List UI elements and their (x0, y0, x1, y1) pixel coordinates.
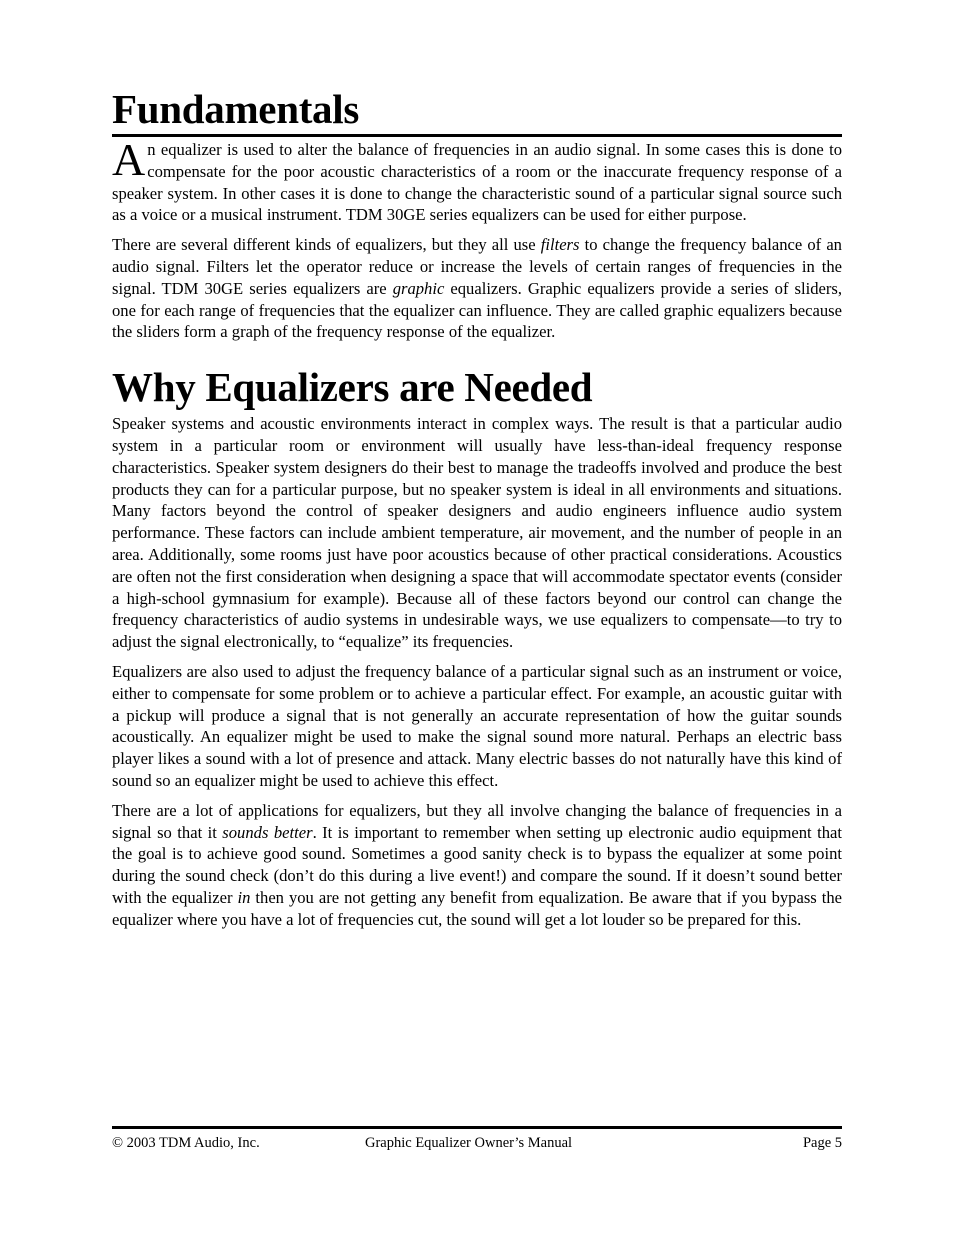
emphasis-graphic: graphic (392, 278, 445, 298)
paragraph-instrument-balance: Equalizers are also used to adjust the frequency balance of a particular signal such as an instrument or voice, either to compensate for some problem or to achieve a particular effect. For example, an acoustic guitar with a pickup will produce a signal that is not generally an accurate representation of how the guitar sounds acoustically. An equalizer might be used to make the signal sound more natural. Perhaps an electric bass player likes a sound with a lot of presence and attack. Many electric basses do not naturally have this kind of sound so an equalizer might be used to achieve this effect. (112, 661, 842, 790)
text-run: equalizers. Graphic equalizers provide a series of sliders, one for each range of frequencies that the equalizer can influence. They are called graphic equalizers because the sliders form a graph of the frequency response of the equalizer. (112, 278, 842, 342)
page-content (112, 84, 842, 939)
paragraph-applications (112, 800, 842, 931)
emphasis-filters: filters (540, 235, 580, 255)
text-run: to change the frequency balance of an audio signal. Filters let the operator reduce or increase the levels of certain ranges of frequencies in the signal. TDM 30GE series equalizers are (112, 235, 842, 298)
paragraph-intro-text: n equalizer is used to alter the balance of frequencies in an audio signal. In some cases this is done to compensate for the poor acoustic characteristics of a room or the inaccurate frequency response of a speaker system. In other cases it is done to change the characteristic sound of a particular signal source such as a voice or a musical instrument. TDM 30GE series equalizers can be used for either purpose. (112, 140, 842, 225)
heading-fundamentals: Fundamentals (112, 84, 842, 137)
heading-why-equalizers: Why Equalizers are Needed (112, 364, 593, 411)
footer-copyright: © 2003 TDM Audio, Inc. (112, 1135, 260, 1151)
text-run: There are several different kinds of equalizers, but they all use (112, 235, 541, 255)
footer-manual-title: Graphic Equalizer Owner’s Manual (365, 1135, 573, 1151)
drop-cap: A (112, 134, 146, 185)
emphasis-sounds-better: sounds better (222, 822, 313, 842)
emphasis-in: in (237, 887, 251, 907)
text-run: then you are not getting any benefit from equalization. Be aware that if you bypass the equalizer where you have a lot of frequencies cut, the sound will get a lot louder so be prepared for this. (112, 887, 842, 929)
text-run: There are a lot of applications for equalizers, but they all involve changing the balance of frequencies in a signal so that it (112, 800, 842, 842)
footer-page-number: Page 5 (802, 1135, 842, 1151)
text-run: . It is important to remember when setting up electronic audio equipment that the goal is to achieve good sound. Sometimes a good sanity check is to bypass the equalizer at some point during the sound check (don’t do this during a live event!) and compare the sound. If it doesn’t sound better with the equalizer (112, 822, 842, 907)
page-footer (112, 1126, 842, 1151)
paragraph-intro (112, 134, 842, 226)
paragraph-speaker-systems: Speaker systems and acoustic environments interact in complex ways. The result is that a particular audio system in a particular room or environment will usually have less-than-ideal frequency response characteristics. Speaker system designers do their best to manage the tradeoffs involved and produce the best products they can for a particular purpose, but no speaker system is ideal in all environments and situations. Many factors beyond the control of speaker designers and audio engineers influence audio system performance. These factors can include ambient temperature, air movement, and the number of people in an area. Additionally, some rooms just have poor acoustics because of other practical considerations. Acoustics are often not the first consideration when designing a space that will accommodate spectator events (consider a high-school gymnasium for example). Because all of these factors beyond our control can change the frequency characteristics of audio systems in undesirable ways, we use equalizers to compensate—to try to adjust the signal electronically, to “equalize” its frequencies. (112, 414, 842, 652)
paragraph-filters (112, 234, 842, 343)
